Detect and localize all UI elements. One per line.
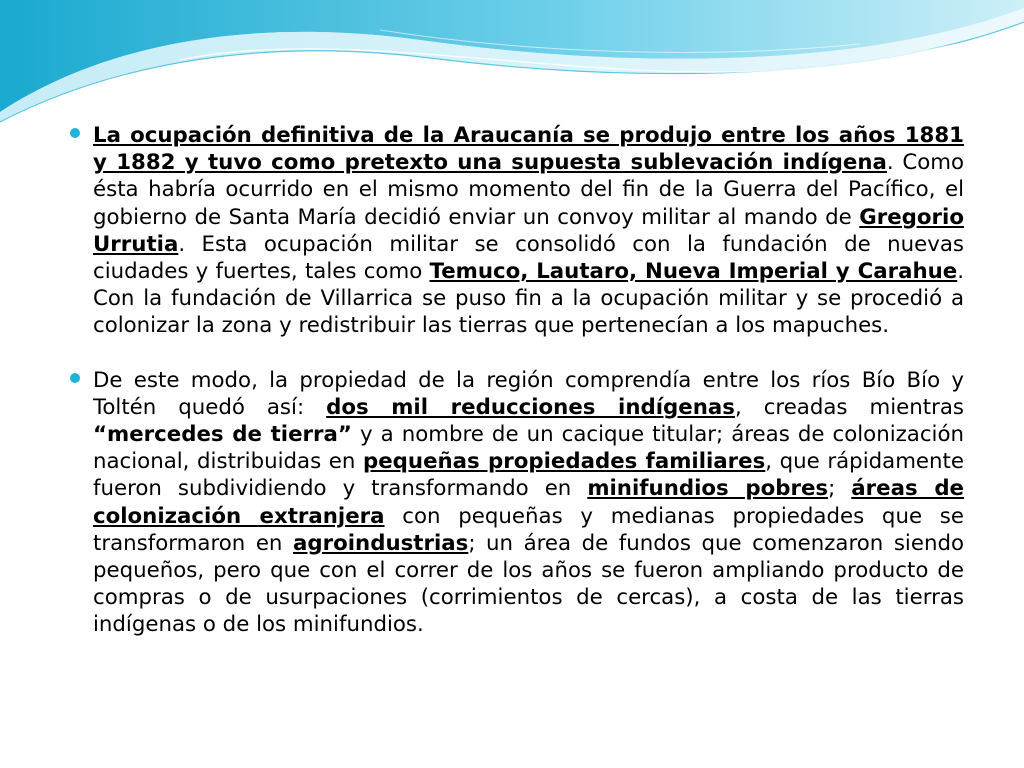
paragraph-text: con pequeñas y medianas propiedades que se transformaron en: [93, 503, 964, 556]
bullet-dot-icon: [70, 128, 80, 138]
slide-content: [70, 122, 964, 666]
bold-underlined-text: pequeñas propiedades familiares: [362, 449, 766, 475]
bullet-paragraph-2: [70, 367, 964, 639]
paragraph-text: ;: [828, 476, 852, 502]
paragraph-text: De este modo, la propiedad de la región comprendía entre los ríos Bío Bío y Toltén quedó así:: [93, 367, 964, 420]
paragraph-text: . Esta ocupación militar se consolidó con la fundación de nuevas ciudades y fuertes, tales como: [93, 231, 964, 285]
bold-text: “mercedes de tierra”: [93, 422, 352, 448]
bullet-dot-icon: [70, 373, 80, 383]
bold-underlined-text: áreas de colonización extranjera: [93, 476, 965, 529]
bold-underlined-text: Gregorio Urrutia: [93, 204, 964, 257]
paragraph-text: . Como ésta habría ocurrido en el mismo momento del fin de la Guerra del Pacífico, el gobierno de Santa María decidió enviar un convoy militar al mando de: [93, 150, 964, 230]
bold-underlined-text: agroindustrias: [292, 530, 469, 556]
paragraph-text: y a nombre de un cacique titular; áreas de colonización nacional, distribuidas en: [93, 422, 964, 475]
bold-underlined-text: dos mil reducciones indígenas: [326, 394, 735, 420]
bold-underlined-text: minifundios pobres: [587, 476, 829, 502]
paragraph-text: ; un área de fundos que comenzaron siendo pequeños, pero que con el correr de los años se fueron ampliando producto de compras o de usurpaciones (corrimientos de cercas), a costa de las tierras indígenas o de los minifundios.: [93, 530, 964, 638]
header-wave-decoration: [0, 0, 1024, 130]
bold-underlined-text: La ocupación definitiva de la Araucanía se produjo entre los años 1881 y 1882 y tuvo como pretexto una supuesta sublevación indígena: [93, 123, 964, 176]
paragraph-text: . Con la fundación de Villarrica se puso fin a la ocupación militar y se procedió a colonizar la zona y redistribuir las tierras que pertenecían a los mapuches.: [93, 259, 964, 339]
paragraph-text: , que rápidamente fueron subdividiendo y transformando en: [93, 449, 964, 502]
paragraph-text: , creadas mientras: [734, 394, 964, 420]
bold-underlined-text: Temuco, Lautaro, Nueva Imperial y Carahue: [429, 259, 958, 285]
bullet-paragraph-1: [70, 122, 964, 340]
